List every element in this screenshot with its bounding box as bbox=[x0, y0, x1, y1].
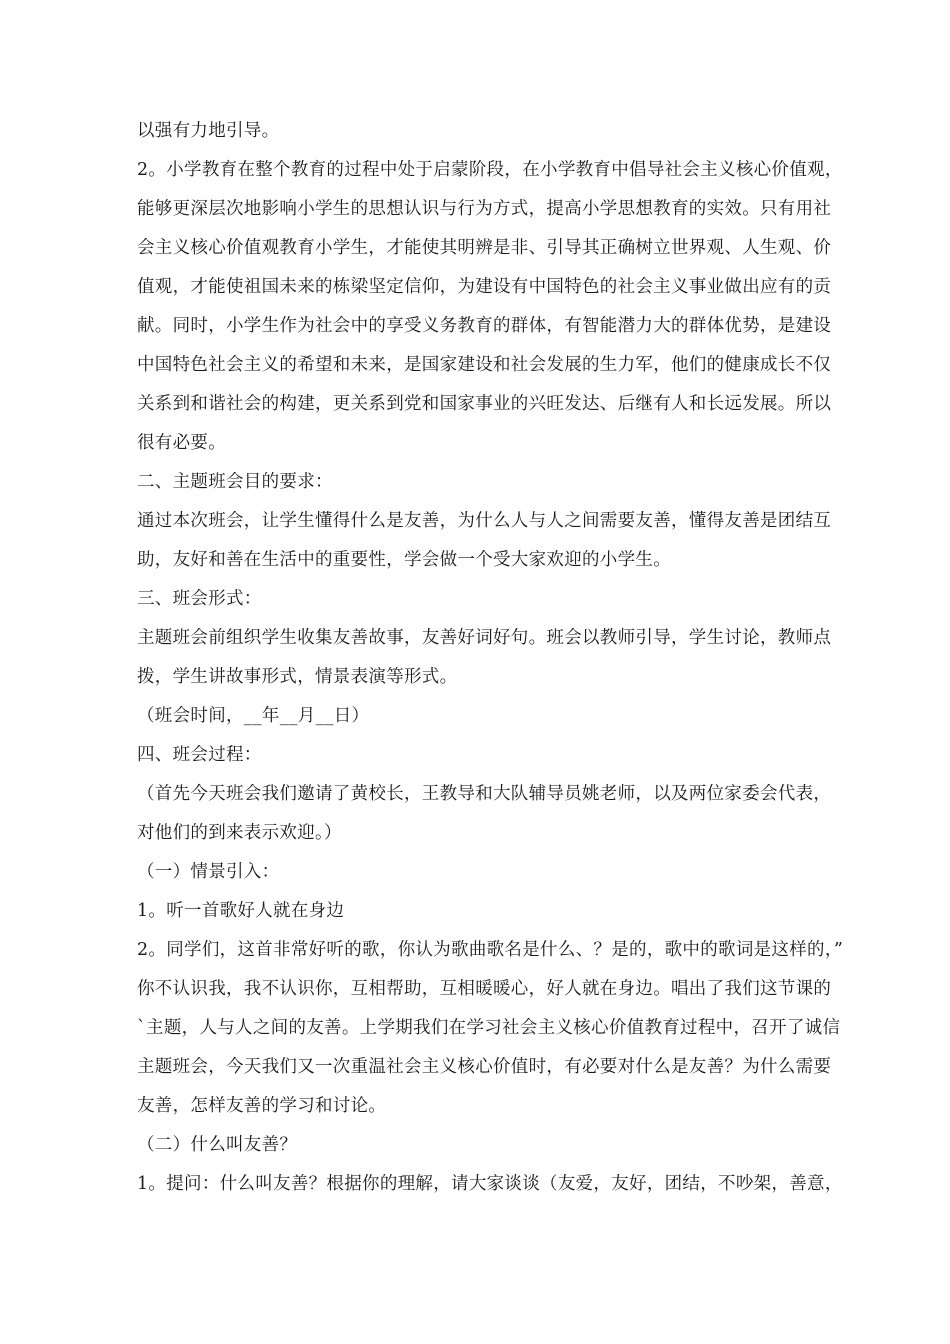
section-heading: 三、班会形式： bbox=[137, 589, 262, 609]
subsection-heading: （二）什么叫友善？ bbox=[137, 1135, 298, 1155]
text-line: 1。听一首歌好人就在身边 bbox=[137, 901, 345, 921]
text-line: 1。提问：什么叫友善？根据你的理解，请大家谈谈（友爱，友好，团结，不吵架，善意， bbox=[137, 1174, 843, 1194]
text-line: 拨，学生讲故事形式，情景表演等形式。 bbox=[137, 667, 458, 687]
text-line: 通过本次班会，让学生懂得什么是友善，为什么人与人之间需要友善，懂得友善是团结互 bbox=[137, 511, 832, 531]
text-line: 能够更深层次地影响小学生的思想认识与行为方式，提高小学思想教育的实效。只有用社 bbox=[137, 199, 832, 219]
text-line: 中国特色社会主义的希望和未来，是国家建设和社会发展的生力军，他们的健康成长不仅 bbox=[137, 355, 832, 375]
subsection-heading: （一）情景引入： bbox=[137, 862, 280, 882]
text-line: 对他们的到来表示欢迎。） bbox=[137, 823, 342, 843]
text-line: 以强有力地引导。 bbox=[137, 121, 280, 141]
text-line: 2。同学们，这首非常好听的歌，你认为歌曲歌名是什么、？是的，歌中的歌词是这样的，” bbox=[137, 940, 844, 960]
text-line: （班会时间，__年__月__日） bbox=[137, 706, 370, 726]
text-line: 2。小学教育在整个教育的过程中处于启蒙阶段，在小学教育中倡导社会主义核心价值观， bbox=[137, 160, 843, 180]
text-line: 值观，才能使祖国未来的栋梁坚定信仰，为建设有中国特色的社会主义事业做出应有的贡 bbox=[137, 277, 832, 297]
text-line: （首先今天班会我们邀请了黄校长，王教导和大队辅导员姚老师，以及两位家委会代表， bbox=[137, 784, 832, 804]
section-heading: 二、主题班会目的要求： bbox=[137, 472, 333, 492]
text-line: `主题，人与人之间的友善。上学期我们在学习社会主义核心价值教育过程中，召开了诚信 bbox=[137, 1018, 841, 1038]
text-line: 献。同时，小学生作为社会中的享受义务教育的群体，有智能潜力大的群体优势，是建设 bbox=[137, 316, 832, 336]
section-heading: 四、班会过程： bbox=[137, 745, 262, 765]
text-line: 主题班会，今天我们又一次重温社会主义核心价值时，有必要对什么是友善？为什么需要 bbox=[137, 1057, 832, 1077]
text-line: 主题班会前组织学生收集友善故事，友善好词好句。班会以教师引导，学生讨论，教师点 bbox=[137, 628, 832, 648]
text-line: 关系到和谐社会的构建，更关系到党和国家事业的兴旺发达、后继有人和长远发展。所以 bbox=[137, 394, 832, 414]
text-line: 很有必要。 bbox=[137, 433, 226, 453]
text-line: 友善，怎样友善的学习和讨论。 bbox=[137, 1096, 387, 1116]
text-line: 你不认识我，我不认识你，互相帮助，互相暖暖心，好人就在身边。唱出了我们这节课的 bbox=[137, 979, 832, 999]
text-line: 会主义核心价值观教育小学生，才能使其明辨是非、引导其正确树立世界观、人生观、价 bbox=[137, 238, 832, 258]
text-line: 助，友好和善在生活中的重要性，学会做一个受大家欢迎的小学生。 bbox=[137, 550, 671, 570]
